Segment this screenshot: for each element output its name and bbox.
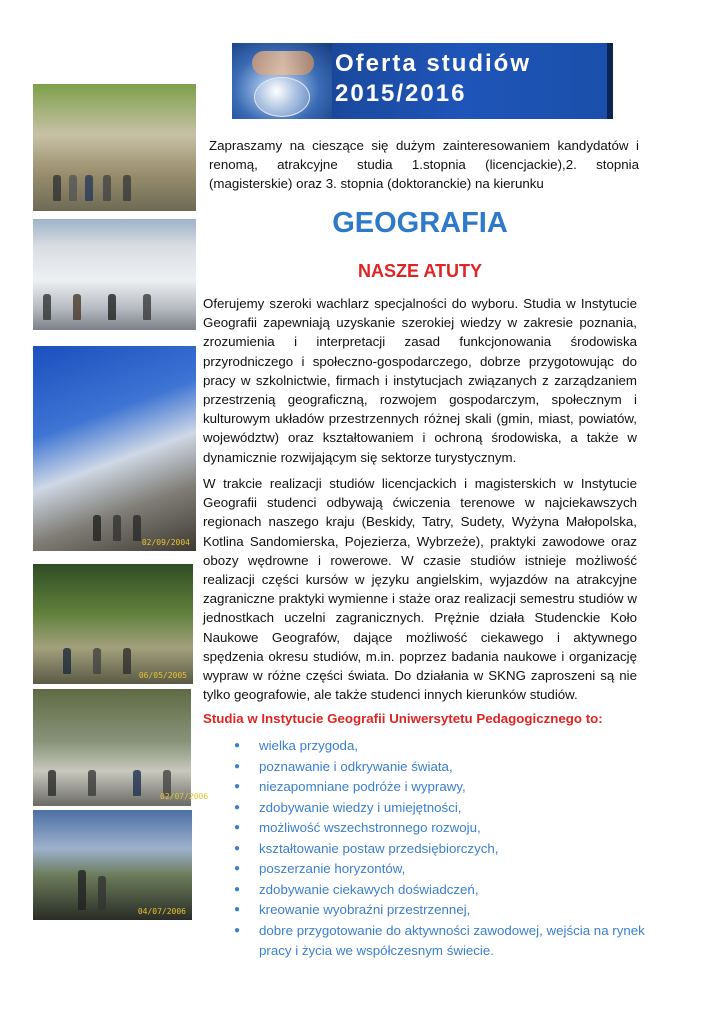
bullet-icon: ● — [234, 842, 241, 854]
person-figure — [48, 770, 56, 796]
list-item — [234, 798, 654, 819]
photo-date: 04/07/2006 — [137, 907, 186, 916]
person-figure — [53, 175, 61, 201]
list-item — [234, 900, 654, 921]
person-figure — [85, 175, 93, 201]
person-figure — [78, 870, 86, 910]
list-item-text: wielka przygoda, — [259, 738, 359, 753]
bullet-icon: ● — [234, 801, 241, 813]
list-item — [234, 880, 654, 901]
person-figure — [143, 294, 151, 320]
person-figure — [43, 294, 51, 320]
list-item — [234, 921, 654, 962]
person-figure — [93, 648, 101, 674]
section-heading: NASZE ATUTY — [358, 261, 482, 281]
paragraph-offer: Oferujemy szeroki wachlarz specjalności do wyboru. Studia w Instytucie Geografii zapewniają uzyskanie szerokiej wiedzy w zakresie poznania, zrozumienia i interpretacji zasad funkcjonowania środowiska przyrodniczego i społeczno-gospodarczego, dobrze przygotowując do pracy w szkolnictwie, firmach i instytucjach związanych z zarządzaniem przestrzenią geograficzną, rozwojem gospodarczym, społecznym i kulturowym układów przestrzennych różnej skali (gmin, miast, powiatów, województw) oraz kształtowaniem i ochroną środowiska, a także w dynamicznie rozwijającym się sektorze turystycznym. — [203, 296, 637, 465]
list-item — [234, 859, 654, 880]
person-figure — [103, 175, 111, 201]
list-item-text: kreowanie wyobraźni przestrzennej, — [259, 902, 471, 917]
banner-title-line2: 2015/2016 — [335, 80, 467, 107]
person-figure — [69, 175, 77, 201]
list-item — [234, 777, 654, 798]
person-figure — [133, 515, 141, 541]
banner-stripe — [607, 43, 613, 119]
handshake-icon — [252, 51, 314, 75]
handshake-globe-image — [232, 43, 332, 119]
bullet-icon: ● — [234, 781, 241, 792]
page-title: GEOGRAFIA — [332, 207, 508, 239]
list-item — [234, 818, 654, 839]
person-figure — [93, 515, 101, 541]
person-figure — [98, 876, 106, 910]
list-item-text: poszerzanie horyzontów, — [259, 861, 406, 876]
photo-glacier-valley — [33, 346, 196, 551]
person-figure — [108, 294, 116, 320]
paragraph-field-studies: W trakcie realizacji studiów licencjackich i magisterskich w Instytucie Geografii studenci odbywają ćwiczenia terenowe w najciekawszych regionach naszego kraju (Beskidy, Tatry, Sudety, Wyżyna Małopolska, Kotlina Sandomierska, Pojezierza, Wybrzeże), praktyki zawodowe oraz obozy wędrowne i rowerowe. W czasie studiów istnieje możliwość realizacji części kursów w języku angielskim, wyjazdów na atrakcyjne zagraniczne praktyki wymienne i staże oraz realizacji semestru studiów w jednostkach uczelni zagranicznych. Prężnie działa Studenckie Koło Naukowe Geografów, dające możliwość ciekawego i aktywnego spędzenia okresu studiów, m.in. poprzez badania naukowe i organizację wypraw w różne części świata. Do działania w SKNG zaproszeni są nie tylko geografowie, ale także studenci innych kierunków studiów. — [203, 476, 637, 703]
list-item-text: kształtowanie postaw przedsiębiorczych, — [259, 840, 499, 856]
banner-title-line1: Oferta studiów — [335, 50, 532, 77]
list-item-text: poznawanie i odkrywanie świata, — [259, 758, 453, 774]
list-item — [234, 736, 654, 757]
list-item — [234, 839, 654, 860]
list-item-text: niezapomniane podróże i wyprawy, — [259, 779, 466, 794]
person-figure — [73, 294, 81, 320]
list-item-text: zdobywanie wiedzy i umiejętności, — [259, 799, 462, 815]
bullet-icon: ● — [234, 863, 241, 874]
photo-date: 02/07/2006 — [160, 792, 209, 801]
banner-title — [335, 49, 531, 109]
photo-map-reading — [33, 689, 191, 806]
bullet-icon: ● — [234, 904, 241, 915]
person-figure — [63, 648, 71, 674]
bullet-icon: ● — [234, 924, 241, 936]
person-figure — [133, 770, 141, 796]
list-item-text: dobre przygotowanie do aktywności zawodowej, wejścia na rynek pracy i życia we współczesnym świecie. — [259, 922, 645, 958]
benefits-list — [234, 736, 654, 962]
photo-mountain-viewpoint — [33, 810, 192, 920]
intro-text: Zapraszamy na cieszące się dużym zainteresowaniem kandydatów i renomą, atrakcyjne studia 1.stopnia (licencjackie),2. stopnia (magisterskie) oraz 3. stopnia (doktoranckie) na kierunku — [209, 138, 639, 191]
person-figure — [113, 515, 121, 541]
photo-date: 02/09/2004 — [141, 538, 190, 547]
photo-glacier-group — [33, 219, 196, 330]
person-figure — [123, 648, 131, 674]
list-item-text: zdobywanie ciekawych doświadczeń, — [259, 881, 479, 897]
photo-forest-group — [33, 564, 193, 684]
bullet-icon: ● — [234, 822, 241, 833]
person-figure — [88, 770, 96, 796]
bullet-icon: ● — [234, 760, 241, 772]
bullet-icon: ● — [234, 883, 241, 895]
globe-icon — [254, 77, 310, 117]
person-figure — [123, 175, 131, 201]
list-item-text: możliwość wszechstronnego rozwoju, — [259, 820, 481, 835]
list-heading: Studia w Instytucie Geografii Uniwersytetu Pedagogicznego to: — [203, 711, 603, 726]
photo-field-trip-trail — [33, 84, 196, 211]
photo-date: 06/05/2005 — [138, 671, 187, 680]
header-banner — [232, 43, 613, 119]
bullet-icon: ● — [234, 740, 241, 751]
list-item — [234, 757, 654, 778]
